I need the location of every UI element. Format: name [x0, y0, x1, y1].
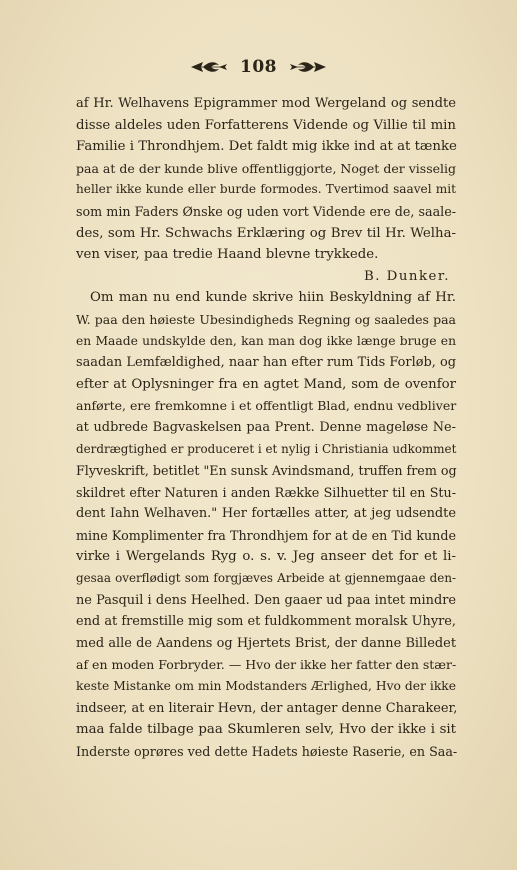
text-line: des, som Hr. Schwachs Erklæring og Brev til Hr. Welha- [76, 225, 456, 241]
text-line: heller ikke kunde eller burde formodes. Tvertimod saavel mit [76, 182, 456, 197]
text-line: af Hr. Welhavens Epigrammer mod Wergeland og sendte [76, 96, 456, 111]
text-line: gesaa overflødigt som forgjæves Arbeide at gjennemgaae den- [76, 571, 456, 586]
text-line: ne Pasquil i dens Heelhed. Den gaaer ud paa intet mindre [76, 592, 456, 608]
page-number: 108 [240, 56, 277, 77]
text-line: paa at de der kunde blive offentliggjorte, Noget der visselig [76, 160, 456, 176]
body-text [76, 93, 456, 762]
text-line: ven viser, paa tredie Haand blevne trykkede. [76, 247, 379, 263]
text-line: W. paa den høieste Ubesindigheds Regning og saaledes paa [76, 311, 456, 327]
text-line: indseer, at en literair Hevn, der antager denne Charakeer, [76, 700, 458, 716]
text-line: Om man nu end kunde skrive hiin Beskyldning af Hr. [90, 290, 456, 306]
text-line: disse aldeles uden Forfatterens Vidende og Villie til min [76, 117, 456, 133]
text-line: efter at Oplysninger fra en agtet Mand, som de ovenfor [76, 376, 456, 392]
right-ornament-icon [288, 59, 328, 75]
text-line: saadan Lemfældighed, naar han efter rum Tids Forløb, og [76, 355, 456, 371]
text-line: end at fremstille mig som et fuldkomment moralsk Uhyre, [76, 614, 456, 630]
text-line: Familie i Throndhjem. Det faldt mig ikke ind at at tænke [76, 139, 457, 155]
text-line: Flyveskrift, betitlet "En sunsk Avindsmand, truffen frem og [76, 463, 457, 479]
text-line: virke i Wergelands Ryg o. s. v. Jeg anseer det for et li- [76, 549, 456, 565]
page-header [0, 56, 517, 84]
text-line: med alle de Aandens og Hjertets Brist, der danne Billedet [76, 635, 456, 651]
text-line: dent Iahn Welhaven." Her fortælles atter, at jeg udsendte [76, 506, 456, 522]
text-line: maa falde tilbage paa Skumleren selv, Hvo der ikke i sit [76, 722, 456, 738]
text-line: keste Mistanke om min Modstanders Ærlighed, Hvo der ikke [76, 679, 456, 694]
text-line: Inderste oprøres ved dette Hadets høieste Raserie, en Saa- [76, 743, 458, 759]
text-line: mine Komplimenter fra Throndhjem for at de en Tid kunde [76, 527, 456, 543]
signature: B. Dunker. [363, 268, 450, 284]
text-line: derdrægtighed er produceret i et nylig i Christiania udkommet [76, 441, 457, 456]
text-line: anførte, ere fremkomne i et offentligt Blad, endnu vedbliver [76, 398, 457, 414]
text-line: af en moden Forbryder. — Hvo der ikke her fatter den stær- [76, 657, 457, 673]
left-ornament-icon [189, 59, 229, 75]
text-line: at udbrede Bagvaskelsen paa Prent. Denne mageløse Ne- [76, 419, 456, 435]
text-line: som min Faders Ønske og uden vort Vidende ere de, saale- [76, 203, 456, 219]
text-line: skildret efter Naturen i anden Række Silhuetter til en Stu- [76, 484, 456, 500]
text-line: en Maade undskylde den, kan man dog ikke længe bruge en [76, 333, 456, 348]
